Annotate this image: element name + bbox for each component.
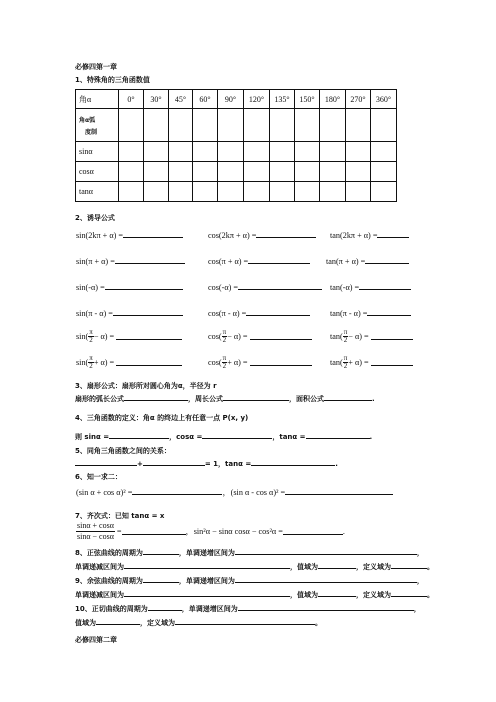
- formula-text: − α) =: [93, 332, 115, 341]
- table-cell[interactable]: [144, 109, 169, 142]
- sine-decrease-blank[interactable]: [124, 562, 290, 569]
- section5-title: 5、同角三角函数之间的关系：: [75, 447, 171, 455]
- table-cell[interactable]: [295, 109, 320, 142]
- fraction-numerator: sinα + cosα: [77, 521, 114, 530]
- sine-range-blank[interactable]: [318, 562, 356, 569]
- formula-sin-2kpi: [76, 231, 183, 240]
- table-cell[interactable]: [169, 182, 193, 202]
- fraction-numerator: π: [222, 354, 227, 362]
- formula-tan-2kpi: [330, 231, 409, 240]
- table-cell[interactable]: [119, 109, 144, 142]
- sin-def-label: 则 sinα =: [75, 433, 110, 441]
- formula-text: + α) =: [348, 358, 369, 367]
- fraction-denominator: 2: [343, 362, 348, 370]
- formula-sin-pi-minus: [76, 309, 183, 318]
- table-cell[interactable]: [144, 142, 169, 162]
- table-cell[interactable]: [244, 162, 270, 182]
- comma-mark: ，: [413, 605, 421, 613]
- tan-relation-label: = 1，tanα =: [204, 460, 252, 468]
- formula-text: sin(: [76, 332, 89, 341]
- fraction-denominator: 2: [343, 336, 348, 344]
- section1-title: 1、特殊角的三角函数值: [75, 76, 150, 84]
- row-label-sin: sinα: [76, 142, 119, 162]
- table-row: [76, 162, 397, 182]
- period-mark: .: [372, 395, 375, 403]
- header-cell: 60°: [193, 90, 218, 109]
- section9-line2: [75, 590, 434, 600]
- table-cell[interactable]: [371, 109, 397, 142]
- section3-title: 3、扇形公式：扇形所对圆心角为α，半径为 r: [75, 382, 217, 390]
- comma-mark: ，: [222, 488, 231, 497]
- row-label-line: 度制: [85, 128, 98, 136]
- formula-tan-halfpi-minus: [330, 329, 413, 344]
- formula-text: tan(: [330, 332, 343, 341]
- formula-cos-halfpi-plus: [208, 355, 312, 370]
- answer-blank[interactable]: [115, 257, 185, 264]
- tangent-period-label: 10、正切曲线的周期为: [75, 605, 148, 613]
- sine-domain-blank[interactable]: [391, 562, 427, 569]
- table-cell[interactable]: [218, 142, 244, 162]
- area-blank[interactable]: [324, 394, 372, 401]
- table-cell[interactable]: [346, 142, 371, 162]
- formula-text: tan(π + α) =: [326, 257, 366, 266]
- table-cell[interactable]: [119, 182, 144, 202]
- answer-blank[interactable]: [256, 231, 316, 238]
- arc-length-blank[interactable]: [124, 394, 188, 401]
- table-cell[interactable]: [270, 182, 295, 202]
- sin-def-blank[interactable]: [109, 432, 169, 439]
- cos-def-blank[interactable]: [202, 432, 272, 439]
- formula-sin-neg: [76, 283, 183, 292]
- section3-formulas: [75, 394, 375, 404]
- header-cell: 120°: [244, 90, 270, 109]
- table-cell[interactable]: [320, 182, 346, 202]
- sum-square-blank[interactable]: [132, 488, 222, 495]
- formula-cos-neg: [208, 283, 322, 292]
- homogeneous-blank-2[interactable]: [283, 528, 343, 535]
- table-cell[interactable]: [193, 162, 218, 182]
- fraction-denominator: 2: [222, 362, 227, 370]
- perimeter-label: ，周长公式: [188, 395, 223, 403]
- table-cell[interactable]: [218, 162, 244, 182]
- formula-cos-pi-minus: [208, 309, 310, 318]
- table-cell[interactable]: [270, 162, 295, 182]
- cosine-range-label: ，值域为: [290, 591, 318, 599]
- formula-tan-neg: [330, 283, 411, 292]
- quadratic-form-label: ，sin²α − sinα cosα − cos²α =: [185, 527, 283, 536]
- table-cell[interactable]: [244, 182, 270, 202]
- formula-sin-pi-plus: [76, 257, 185, 266]
- table-cell[interactable]: [193, 109, 218, 142]
- section8-line1: [75, 548, 424, 558]
- header-cell: 270°: [346, 90, 371, 109]
- answer-blank[interactable]: [250, 333, 312, 340]
- comma-mark: ，: [416, 549, 424, 557]
- header-cell: 角α: [76, 90, 119, 109]
- table-cell[interactable]: [295, 162, 320, 182]
- answer-blank[interactable]: [371, 359, 413, 366]
- formula-cos-halfpi-minus: [208, 329, 312, 344]
- table-cell[interactable]: [144, 162, 169, 182]
- section4-definitions: [75, 432, 372, 442]
- table-cell[interactable]: [169, 162, 193, 182]
- table-row: [76, 109, 397, 142]
- sine-period-blank[interactable]: [143, 548, 179, 555]
- header-cell: 90°: [218, 90, 244, 109]
- answer-blank[interactable]: [250, 359, 312, 366]
- cosine-decrease-blank[interactable]: [124, 590, 290, 597]
- cosine-increase-label: ，单调递增区间为: [178, 577, 235, 585]
- tangent-increase-blank[interactable]: [238, 604, 414, 611]
- formula-text: cos(π + α) =: [208, 257, 249, 266]
- table-cell[interactable]: [119, 162, 144, 182]
- header-cell: 150°: [295, 90, 320, 109]
- formula-text: sin(: [76, 358, 89, 367]
- period-mark: .: [335, 460, 338, 468]
- table-cell[interactable]: [371, 162, 397, 182]
- answer-blank[interactable]: [248, 257, 310, 264]
- answer-blank[interactable]: [367, 309, 411, 316]
- table-cell[interactable]: [193, 182, 218, 202]
- row-label-cos: cosα: [76, 162, 119, 182]
- tan-def-blank[interactable]: [306, 432, 370, 439]
- formula-text: cos(-α) =: [208, 283, 239, 292]
- tangent-domain-label: ，定义域为: [140, 619, 175, 627]
- cosine-decrease-label: 单调递减区间为: [75, 591, 124, 599]
- header-cell: 360°: [371, 90, 397, 109]
- tangent-range-label: 值域为: [75, 619, 96, 627]
- formula-text: + α) =: [93, 358, 115, 367]
- tangent-domain-blank[interactable]: [175, 618, 315, 625]
- table-cell[interactable]: [270, 142, 295, 162]
- perimeter-blank[interactable]: [223, 394, 289, 401]
- fraction-numerator: π: [343, 354, 348, 362]
- table-cell[interactable]: [346, 182, 371, 202]
- answer-blank[interactable]: [371, 333, 413, 340]
- formula-text: tan(π - α) =: [330, 309, 368, 318]
- section7-formulas: [76, 521, 345, 542]
- formula-text: cos(π - α) =: [208, 309, 247, 318]
- table-row: [76, 142, 397, 162]
- diff-square-blank[interactable]: [285, 488, 393, 495]
- formula-text: tan(-α) =: [330, 283, 360, 292]
- cosine-domain-blank[interactable]: [391, 590, 427, 597]
- sum-square-label: (sin α + cos α)² =: [76, 488, 133, 497]
- period-mark: 。: [427, 591, 434, 599]
- table-cell[interactable]: [169, 109, 193, 142]
- next-chapter-title: 必修四第二章: [75, 636, 117, 644]
- section2-title: 2、诱导公式: [75, 214, 115, 222]
- cosine-domain-label: ，定义域为: [356, 591, 391, 599]
- formula-tan-pi-plus: [326, 257, 409, 266]
- formula-text: − α) =: [227, 332, 248, 341]
- special-angle-table: [75, 89, 397, 202]
- tangent-range-blank[interactable]: [96, 618, 140, 625]
- formula-text: − α) =: [348, 332, 369, 341]
- table-cell[interactable]: [320, 109, 346, 142]
- sine-domain-label: ，定义域为: [356, 563, 391, 571]
- table-cell[interactable]: [244, 142, 270, 162]
- period-mark: .: [342, 527, 345, 536]
- section10-line2: [75, 618, 322, 628]
- header-cell: 135°: [270, 90, 295, 109]
- formula-sin-halfpi-minus: [76, 329, 182, 344]
- cosine-increase-blank[interactable]: [235, 576, 417, 583]
- answer-blank[interactable]: [105, 283, 183, 290]
- area-label: ，面积公式: [289, 395, 324, 403]
- section8-line2: [75, 562, 434, 572]
- fraction-denominator: 2: [89, 336, 93, 344]
- comma-mark: ，: [416, 577, 424, 585]
- table-cell[interactable]: [119, 142, 144, 162]
- tan-def-label: ，tanα =: [272, 433, 306, 441]
- header-cell: 0°: [119, 90, 144, 109]
- answer-blank[interactable]: [246, 309, 310, 316]
- table-cell[interactable]: [371, 182, 397, 202]
- section7-title: 7、齐次式：已知 tanα = x: [75, 512, 165, 520]
- table-cell[interactable]: [144, 182, 169, 202]
- table-cell[interactable]: [371, 142, 397, 162]
- cosine-range-blank[interactable]: [318, 590, 356, 597]
- answer-blank[interactable]: [365, 257, 409, 264]
- formula-text: sin(2kπ + α) =: [76, 231, 123, 240]
- arc-length-label: 扇形的弧长公式: [75, 395, 124, 403]
- cosine-period-blank[interactable]: [143, 576, 179, 583]
- table-header-row: [76, 90, 397, 109]
- tan-relation-blank[interactable]: [251, 459, 335, 466]
- square-sum-blank-2[interactable]: [143, 459, 205, 466]
- table-cell[interactable]: [346, 162, 371, 182]
- sine-increase-label: ，单调递增区间为: [178, 549, 235, 557]
- section6-title: 6、知一求二：: [75, 473, 122, 481]
- table-cell[interactable]: [218, 109, 244, 142]
- sine-period-label: 8、正弦曲线的周期为: [75, 549, 143, 557]
- formula-tan-halfpi-plus: [330, 355, 413, 370]
- section5-relations: [75, 459, 338, 469]
- formula-text: tan(: [330, 358, 343, 367]
- formula-text: + α) =: [227, 358, 248, 367]
- formula-text: tan(2kπ + α) =: [330, 231, 378, 240]
- homogeneous-fraction: [76, 521, 115, 542]
- table-cell[interactable]: [295, 142, 320, 162]
- formula-text: cos(: [208, 358, 222, 367]
- formula-text: sin(π + α) =: [76, 257, 115, 266]
- tangent-increase-label: ，单调递增区间为: [181, 605, 238, 613]
- formula-text: sin(-α) =: [76, 283, 105, 292]
- equals-sign: =: [116, 527, 122, 536]
- formula-text: sin(π - α) =: [76, 309, 113, 318]
- formula-tan-pi-minus: [330, 309, 411, 318]
- table-row: [76, 182, 397, 202]
- sine-decrease-label: 单调递减区间为: [75, 563, 124, 571]
- tangent-period-blank[interactable]: [148, 604, 182, 611]
- cos-def-label: ，cosα =: [169, 433, 203, 441]
- section6-formulas: [76, 487, 393, 498]
- homogeneous-blank-1[interactable]: [122, 528, 186, 535]
- answer-blank[interactable]: [123, 231, 183, 238]
- answer-blank[interactable]: [113, 309, 183, 316]
- row-label-line: 角α弧: [79, 116, 96, 124]
- fraction-numerator: π: [89, 328, 93, 336]
- row-label-radian: [76, 109, 119, 142]
- sine-increase-blank[interactable]: [235, 548, 417, 555]
- header-cell: 30°: [144, 90, 169, 109]
- fraction-denominator: sinα − cosα: [77, 532, 114, 541]
- section9-line1: [75, 576, 424, 586]
- square-sum-blank-1[interactable]: [75, 459, 137, 466]
- section10-line1: [75, 604, 421, 614]
- period-mark: 。: [427, 563, 434, 571]
- row-label-tan: tanα: [76, 182, 119, 202]
- table-cell[interactable]: [320, 162, 346, 182]
- formula-cos-2kpi: [208, 231, 316, 240]
- plus-sign: +: [137, 460, 143, 468]
- period-mark: .: [369, 433, 373, 441]
- diff-square-label: (sin α - cos α)² =: [230, 488, 286, 497]
- answer-blank[interactable]: [116, 359, 182, 366]
- fraction-numerator: π: [89, 354, 93, 362]
- fraction-denominator: 2: [89, 362, 93, 370]
- table-cell[interactable]: [218, 182, 244, 202]
- header-cell: 180°: [320, 90, 346, 109]
- formula-cos-pi-plus: [208, 257, 310, 266]
- answer-blank[interactable]: [377, 231, 409, 238]
- cosine-period-label: 9、余弦曲线的周期为: [75, 577, 143, 585]
- table-cell[interactable]: [169, 142, 193, 162]
- header-cell: 45°: [169, 90, 193, 109]
- fraction-numerator: π: [343, 328, 348, 336]
- section4-title: 4、三角函数的定义：角α 的终边上有任意一点 P(x, y): [75, 414, 249, 422]
- sine-range-label: ，值域为: [290, 563, 318, 571]
- fraction-denominator: 2: [222, 336, 227, 344]
- period-mark: 。: [315, 619, 322, 627]
- formula-text: cos(: [208, 332, 222, 341]
- table-cell[interactable]: [244, 109, 270, 142]
- fraction-numerator: π: [222, 328, 227, 336]
- table-cell[interactable]: [295, 182, 320, 202]
- table-cell[interactable]: [346, 109, 371, 142]
- answer-blank[interactable]: [359, 283, 411, 290]
- table-cell[interactable]: [320, 142, 346, 162]
- answer-blank[interactable]: [238, 283, 322, 290]
- table-cell[interactable]: [270, 109, 295, 142]
- table-cell[interactable]: [193, 142, 218, 162]
- formula-sin-halfpi-plus: [76, 355, 182, 370]
- formula-text: cos(2kπ + α) =: [208, 231, 257, 240]
- answer-blank[interactable]: [116, 333, 182, 340]
- chapter-title: 必修四第一章: [75, 63, 117, 71]
